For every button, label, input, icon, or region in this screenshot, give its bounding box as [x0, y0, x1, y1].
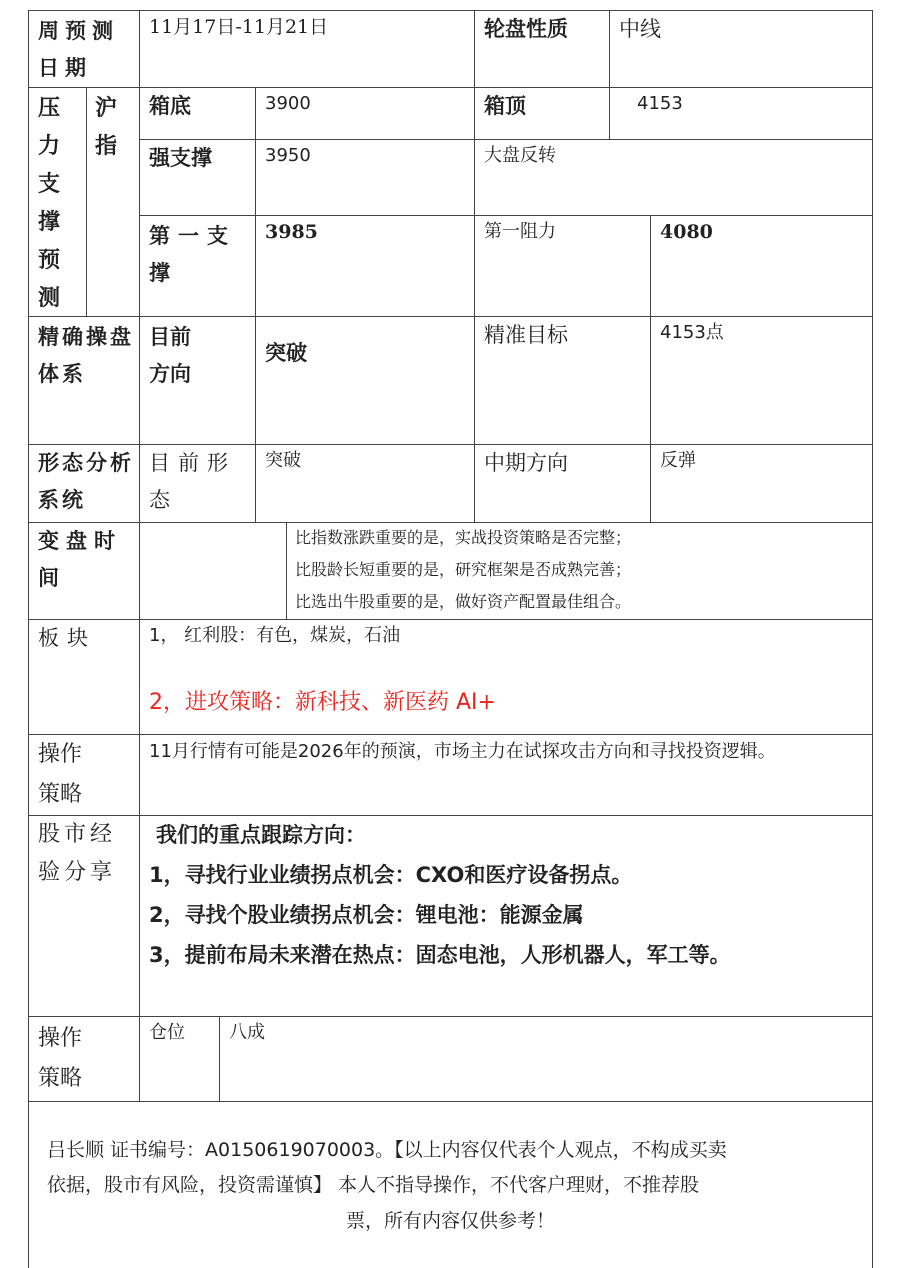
cell-box-top-label	[474, 87, 609, 139]
cell-first-support-label	[139, 215, 255, 316]
cell-direction-label	[139, 316, 255, 444]
cell-box-bottom-value	[255, 87, 474, 139]
forecast-date-value: 11月17日-11月21日	[149, 16, 329, 38]
nature-label: 轮盘性质	[484, 17, 568, 41]
cell-sectors-label	[28, 619, 139, 734]
cell-position-value	[219, 1016, 873, 1101]
experience-line-3: 2，寻找个股业绩拐点机会：锂电池：能源金属	[149, 903, 584, 927]
cell-mid-direction-value	[650, 444, 873, 522]
cell-strong-support-value	[255, 139, 474, 215]
strong-support-value: 3950	[265, 145, 311, 166]
cell-sectors-content	[139, 619, 873, 734]
experience-line-1: 我们的重点跟踪方向：	[156, 823, 366, 847]
pressure-label: 压力支撑预测	[38, 96, 61, 311]
cell-first-support-value	[255, 215, 474, 316]
cell-experience-label	[28, 815, 139, 1016]
change-time-note-2: 比股龄长短重要的是，研究框架是否成熟完善；	[295, 560, 632, 579]
forecast-date-label: 周预测日期	[38, 19, 119, 80]
cell-change-time-notes	[286, 522, 873, 619]
cell-nature-value	[609, 10, 873, 87]
position-value: 八成	[229, 1022, 265, 1043]
strong-support-label: 强支撑	[149, 146, 212, 170]
nature-value: 中线	[619, 17, 661, 41]
cell-first-resistance-value	[650, 215, 873, 316]
direction-label: 目前方向	[149, 325, 191, 386]
disclaimer-line-3: 票，所有内容仅供参考！	[345, 1210, 555, 1232]
sectors-line-1: 1， 红利股：有色，煤炭，石油	[149, 625, 401, 646]
index-label: 沪指	[95, 96, 118, 159]
strategy-text: 11月行情有可能是2026年的预演，市场主力在试探攻击方向和寻找投资逻辑。	[149, 741, 776, 762]
cell-change-time-blank	[139, 522, 286, 619]
cell-index-label	[86, 87, 139, 316]
cell-current-pattern-label	[139, 444, 255, 522]
first-resistance-value: 4080	[660, 221, 713, 243]
precise-label: 精确操盘体系	[38, 325, 134, 386]
change-time-note-1: 比指数涨跌重要的是，实战投资策略是否完整；	[295, 528, 632, 547]
cell-market-note	[474, 139, 873, 215]
cell-strategy2-label	[28, 1016, 139, 1101]
cell-position-label	[139, 1016, 219, 1101]
cell-pressure-label	[28, 87, 86, 316]
strategy-label: 操作策略	[38, 742, 83, 807]
box-bottom-label: 箱底	[149, 94, 191, 118]
cell-direction-value	[255, 316, 474, 444]
experience-line-4: 3，提前布局未来潜在热点：固态电池，人形机器人，军工等。	[149, 943, 731, 967]
box-bottom-value: 3900	[265, 93, 311, 114]
first-resistance-label: 第一阻力	[484, 221, 556, 242]
strategy2-label: 操作策略	[38, 1026, 83, 1091]
box-top-value: 4153	[637, 93, 683, 114]
cell-first-resistance-label	[474, 215, 650, 316]
cell-forecast-date	[139, 10, 474, 87]
sectors-line-2: 2，进攻策略：新科技、新医药 AI+	[149, 690, 496, 715]
current-pattern-value: 突破	[265, 450, 301, 471]
cell-experience-content	[139, 815, 873, 1016]
cell-box-top-value	[609, 87, 873, 139]
first-support-label: 第一支撑	[149, 224, 236, 285]
cell-target-value	[650, 316, 873, 444]
market-note: 大盘反转	[484, 145, 556, 166]
target-label: 精准目标	[484, 323, 568, 347]
sectors-label: 板块	[38, 626, 96, 650]
box-top-label: 箱顶	[484, 94, 526, 118]
cell-strategy-text	[139, 734, 873, 815]
target-value: 4153点	[660, 322, 724, 343]
cell-mid-direction-label	[474, 444, 650, 522]
cell-pattern-label	[28, 444, 139, 522]
cell-box-bottom-label	[139, 87, 255, 139]
position-label: 仓位	[149, 1022, 185, 1043]
mid-direction-value: 反弹	[660, 450, 696, 471]
mid-direction-label: 中期方向	[484, 451, 568, 475]
cell-strategy-label	[28, 734, 139, 815]
current-pattern-label: 目前形态	[149, 451, 236, 512]
cell-disclaimer	[28, 1101, 873, 1268]
experience-line-2: 1，寻找行业业绩拐点机会：CXO和医疗设备拐点。	[149, 863, 633, 887]
disclaimer-line-2: 依据，股市有风险，投资需谨慎】 本人不指导操作，不代客户理财，不推荐股	[47, 1174, 700, 1196]
first-support-value: 3985	[265, 221, 318, 243]
disclaimer-line-1: 吕长顺 证书编号：A0150619070003。【以上内容仅代表个人观点，不构成买卖	[47, 1139, 727, 1161]
cell-current-pattern-value	[255, 444, 474, 522]
experience-label: 股市经验分享	[38, 822, 117, 885]
change-time-note-3: 比选出牛股重要的是，做好资产配置最佳组合。	[295, 592, 632, 611]
cell-strong-support-label	[139, 139, 255, 215]
pattern-label: 形态分析系统	[38, 451, 134, 512]
direction-value: 突破	[265, 341, 307, 365]
cell-change-time-label	[28, 522, 139, 619]
cell-target-label	[474, 316, 650, 444]
change-time-label: 变盘时间	[38, 529, 122, 590]
cell-forecast-date-label	[28, 10, 139, 87]
cell-nature-label	[474, 10, 609, 87]
cell-precise-label	[28, 316, 139, 444]
